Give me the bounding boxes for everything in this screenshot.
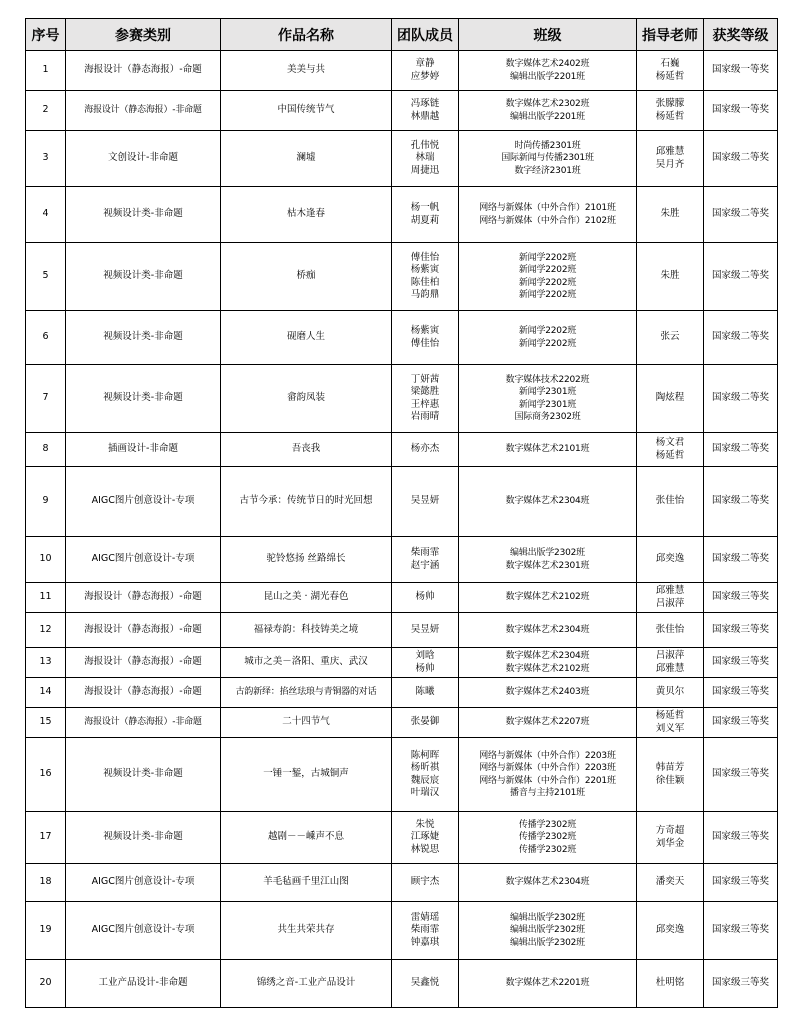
cell-members-line: 杨帅	[415, 662, 435, 674]
cell-no: 13	[26, 648, 66, 678]
cell-class	[459, 738, 637, 812]
cell-class	[459, 648, 637, 678]
table-row	[26, 678, 778, 708]
cell-title: 澜墟	[221, 131, 392, 187]
cell-teacher-line: 刘华金	[655, 837, 685, 849]
table-row	[26, 537, 778, 583]
cell-teacher	[637, 187, 704, 243]
cell-teacher	[637, 864, 704, 902]
cell-no: 1	[26, 51, 66, 91]
cell-teacher-line: 杜明铭	[655, 977, 685, 989]
cell-members-line: 周捷迅	[410, 164, 440, 176]
table-header	[26, 19, 778, 51]
cell-members-line: 林瑞	[415, 152, 435, 164]
header-col-no: 序号	[26, 19, 66, 51]
cell-no: 5	[26, 243, 66, 311]
cell-class-line: 网络与新媒体（中外合作）2203班	[479, 763, 616, 773]
cell-class-line: 数字媒体艺术2207班	[505, 717, 590, 728]
cell-class-line: 新闻学2202班	[518, 265, 577, 275]
header-col-category: 参赛类别	[66, 19, 221, 51]
cell-teacher-line: 邱雅慧	[655, 146, 685, 157]
cell-members	[392, 678, 459, 708]
cell-class-line: 新闻学2202班	[518, 252, 577, 263]
cell-category: 视频设计类-非命题	[66, 243, 221, 311]
cell-members	[392, 864, 459, 902]
cell-members-line: 林鼎越	[410, 110, 440, 122]
cell-class-line: 播音与主持2101班	[510, 788, 585, 798]
cell-teacher	[637, 91, 704, 131]
cell-class-line: 时尚传播2301班	[514, 140, 581, 151]
cell-class-line: 新闻学2202班	[518, 277, 577, 288]
cell-class	[459, 433, 637, 467]
cell-title: 昆山之美 · 湖光春色	[221, 583, 392, 613]
cell-members	[392, 648, 459, 678]
cell-no: 15	[26, 708, 66, 738]
cell-members-line: 刘晗	[415, 650, 435, 661]
cell-title: 中国传统节气	[221, 91, 392, 131]
cell-class-line: 数字媒体艺术2301班	[505, 560, 590, 571]
cell-members-line: 应梦婷	[410, 70, 440, 82]
cell-class-line: 编辑出版学2302班	[510, 548, 585, 558]
table-row	[26, 902, 778, 960]
cell-category: 海报设计（静态海报）-非命题	[66, 91, 221, 131]
cell-members-line: 江琢婕	[410, 831, 440, 843]
cell-teacher-line: 邱雅慧	[655, 585, 685, 596]
cell-class	[459, 812, 637, 864]
cell-title: 砚磨人生	[221, 311, 392, 365]
cell-category: 海报设计（静态海报）-非命题	[66, 708, 221, 738]
cell-class	[459, 365, 637, 433]
cell-teacher-line: 刘义军	[655, 722, 685, 734]
cell-members-line: 丁妍茜	[410, 373, 440, 385]
table-row	[26, 812, 778, 864]
cell-no: 7	[26, 365, 66, 433]
cell-class	[459, 708, 637, 738]
cell-class	[459, 131, 637, 187]
cell-members	[392, 467, 459, 537]
cell-teacher	[637, 708, 704, 738]
cell-class-line: 数字媒体艺术2304班	[505, 624, 590, 635]
cell-class-line: 编辑出版学2302班	[510, 925, 585, 936]
cell-teacher-line: 吴月齐	[655, 158, 685, 170]
cell-members	[392, 537, 459, 583]
cell-title: 古韵新绎：掐丝珐琅与青铜器的对话	[221, 678, 392, 708]
cell-class-line: 数字媒体艺术2304班	[505, 496, 590, 507]
cell-class-line: 数字媒体艺术2403班	[505, 687, 590, 698]
cell-members-line: 陈柯晖	[410, 749, 440, 761]
cell-members	[392, 131, 459, 187]
cell-category: 文创设计-非命题	[66, 131, 221, 187]
cell-members-line: 杨亦杰	[410, 443, 440, 455]
cell-class-line: 编辑出版学2302班	[510, 912, 585, 923]
cell-award: 国家级三等奖	[704, 583, 778, 613]
cell-class-line: 数字媒体艺术2304班	[505, 877, 590, 888]
cell-teacher-line: 吕淑萍	[655, 597, 685, 609]
cell-teacher	[637, 131, 704, 187]
cell-members	[392, 812, 459, 864]
cell-members-line: 胡夏莉	[410, 214, 440, 226]
cell-class-line: 网络与新媒体（中外合作）2101班	[479, 203, 616, 213]
cell-members-line: 陈曦	[415, 686, 435, 698]
cell-class-line: 传播学2302班	[518, 844, 577, 855]
cell-category: AIGC图片创意设计-专项	[66, 537, 221, 583]
cell-members	[392, 433, 459, 467]
cell-category: 海报设计（静态海报）-命题	[66, 648, 221, 678]
cell-members	[392, 51, 459, 91]
table-row	[26, 583, 778, 613]
header-col-award: 获奖等级	[704, 19, 778, 51]
cell-members	[392, 613, 459, 648]
cell-members-line: 杨帅	[415, 591, 435, 603]
cell-teacher-line: 邱奕逸	[655, 924, 685, 936]
cell-category: 海报设计（静态海报）-命题	[66, 678, 221, 708]
cell-title: 枯木逢春	[221, 187, 392, 243]
cell-award: 国家级一等奖	[704, 91, 778, 131]
cell-teacher-line: 朱胜	[660, 208, 680, 220]
cell-award: 国家级二等奖	[704, 537, 778, 583]
cell-members-line: 傅佳怡	[410, 251, 440, 263]
cell-class-line: 传播学2302班	[518, 819, 577, 830]
table-row	[26, 864, 778, 902]
cell-class-line: 新闻学2301班	[518, 399, 577, 410]
cell-members-line: 柴雨霏	[410, 924, 440, 936]
cell-category: 海报设计（静态海报）-命题	[66, 613, 221, 648]
cell-teacher	[637, 738, 704, 812]
cell-members	[392, 708, 459, 738]
cell-teacher-line: 杨延哲	[655, 110, 685, 122]
table-row	[26, 51, 778, 91]
cell-class	[459, 537, 637, 583]
cell-teacher-line: 吕淑萍	[655, 650, 685, 661]
cell-category: 视频设计类-非命题	[66, 812, 221, 864]
cell-no: 3	[26, 131, 66, 187]
table-row	[26, 613, 778, 648]
cell-award: 国家级三等奖	[704, 738, 778, 812]
cell-teacher	[637, 583, 704, 613]
cell-teacher-line: 韩苗芳	[655, 762, 685, 773]
cell-category: 视频设计类-非命题	[66, 365, 221, 433]
cell-category: 海报设计（静态海报）-命题	[66, 583, 221, 613]
cell-title: 古节今承：传统节日的时光回想	[221, 467, 392, 537]
cell-no: 4	[26, 187, 66, 243]
header-col-teacher: 指导老师	[637, 19, 704, 51]
cell-teacher	[637, 648, 704, 678]
cell-members-line: 冯琢链	[410, 98, 440, 109]
cell-title: 畲韵凤装	[221, 365, 392, 433]
cell-members	[392, 738, 459, 812]
header-col-class: 班级	[459, 19, 637, 51]
cell-category: 视频设计类-非命题	[66, 738, 221, 812]
cell-members-line: 傅佳怡	[410, 337, 440, 349]
table-row	[26, 311, 778, 365]
cell-members-line: 钟嘉琪	[410, 936, 440, 948]
cell-members-line: 雷婧瑶	[410, 911, 440, 923]
cell-members-line: 孔伟悦	[410, 139, 440, 151]
table-row	[26, 467, 778, 537]
cell-members-line: 梁懿胜	[410, 386, 440, 397]
cell-class-line: 新闻学2202班	[518, 290, 577, 300]
cell-category: 视频设计类-非命题	[66, 311, 221, 365]
cell-members-line: 陈佳柏	[410, 276, 440, 288]
cell-award: 国家级二等奖	[704, 433, 778, 467]
cell-no: 8	[26, 433, 66, 467]
table-row	[26, 91, 778, 131]
cell-award: 国家级三等奖	[704, 812, 778, 864]
cell-teacher-line: 朱胜	[660, 270, 680, 282]
cell-class-line: 数字媒体艺术2102班	[505, 663, 590, 674]
cell-class-line: 数字媒体技术2202班	[505, 374, 590, 385]
cell-class	[459, 613, 637, 648]
cell-award: 国家级二等奖	[704, 243, 778, 311]
cell-members	[392, 902, 459, 960]
cell-members-line: 顾宇杰	[410, 876, 440, 888]
cell-class-line: 网络与新媒体（中外合作）2201班	[479, 775, 616, 786]
cell-no: 6	[26, 311, 66, 365]
cell-members-line: 马韵鼎	[410, 289, 440, 300]
cell-class-line: 数字媒体艺术2102班	[505, 592, 590, 603]
cell-award: 国家级二等奖	[704, 365, 778, 433]
cell-no: 16	[26, 738, 66, 812]
cell-teacher	[637, 812, 704, 864]
cell-members-line: 叶瑞汉	[410, 787, 440, 798]
cell-teacher-line: 张云	[660, 331, 680, 343]
cell-class	[459, 91, 637, 131]
cell-class-line: 网络与新媒体（中外合作）2102班	[479, 215, 616, 226]
cell-award: 国家级三等奖	[704, 678, 778, 708]
cell-members-line: 赵宇涵	[410, 559, 440, 571]
table-row	[26, 648, 778, 678]
cell-members	[392, 187, 459, 243]
cell-no: 14	[26, 678, 66, 708]
cell-class	[459, 51, 637, 91]
cell-members	[392, 243, 459, 311]
cell-members-line: 岩雨晴	[410, 411, 440, 422]
cell-title: 驼铃悠扬 丝路绵长	[221, 537, 392, 583]
cell-award: 国家级三等奖	[704, 648, 778, 678]
header-row	[26, 19, 778, 51]
cell-teacher-line: 黄贝尔	[655, 686, 685, 698]
cell-teacher-line: 石巍	[660, 58, 680, 69]
cell-teacher-line: 邱雅慧	[655, 662, 685, 674]
cell-title: 越剧－－嵊声不息	[221, 812, 392, 864]
cell-category: 插画设计-非命题	[66, 433, 221, 467]
cell-no: 12	[26, 613, 66, 648]
cell-award: 国家级三等奖	[704, 902, 778, 960]
cell-no: 18	[26, 864, 66, 902]
cell-teacher-line: 张佳怡	[655, 623, 685, 635]
table-row	[26, 433, 778, 467]
header-col-members: 团队成员	[392, 19, 459, 51]
table-row	[26, 365, 778, 433]
cell-members	[392, 583, 459, 613]
cell-teacher	[637, 311, 704, 365]
cell-class-line: 编辑出版学2302班	[510, 937, 585, 948]
table-body	[26, 51, 778, 1008]
cell-class-line: 网络与新媒体（中外合作）2203班	[479, 750, 616, 761]
cell-teacher	[637, 537, 704, 583]
cell-members-line: 张晏御	[410, 716, 440, 728]
cell-award: 国家级二等奖	[704, 467, 778, 537]
cell-members-line: 朱悦	[415, 818, 435, 830]
cell-members	[392, 311, 459, 365]
cell-category: AIGC图片创意设计-专项	[66, 902, 221, 960]
table-row	[26, 187, 778, 243]
cell-members-line: 柴雨霏	[410, 547, 440, 558]
table-row	[26, 243, 778, 311]
cell-teacher	[637, 51, 704, 91]
cell-members-line: 林锐思	[410, 843, 440, 855]
cell-members-line: 吴鑫悦	[410, 977, 440, 989]
cell-members-line: 杨一帆	[410, 202, 440, 213]
cell-class-line: 传播学2302班	[518, 832, 577, 843]
cell-class	[459, 960, 637, 1008]
cell-members	[392, 91, 459, 131]
cell-category: 视频设计类-非命题	[66, 187, 221, 243]
cell-award: 国家级三等奖	[704, 864, 778, 902]
cell-members	[392, 960, 459, 1008]
cell-class	[459, 467, 637, 537]
table-row	[26, 131, 778, 187]
award-table	[25, 18, 778, 1008]
cell-title: 美美与共	[221, 51, 392, 91]
cell-award: 国家级一等奖	[704, 51, 778, 91]
cell-teacher-line: 方奇超	[655, 825, 685, 836]
table-row	[26, 738, 778, 812]
cell-class-line: 数字经济2301班	[514, 165, 581, 176]
cell-category: 海报设计（静态海报）-命题	[66, 51, 221, 91]
cell-title: 桥痂	[221, 243, 392, 311]
cell-no: 20	[26, 960, 66, 1008]
cell-no: 10	[26, 537, 66, 583]
cell-teacher	[637, 902, 704, 960]
cell-title: 城市之美－洛阳、重庆、武汉	[221, 648, 392, 678]
cell-title: 一锤一錾，古城铜声	[221, 738, 392, 812]
cell-class-line: 新闻学2202班	[518, 338, 577, 349]
cell-members-line: 章静	[415, 58, 435, 69]
cell-class-line: 数字媒体艺术2101班	[505, 444, 590, 455]
cell-teacher-line: 杨延哲	[655, 70, 685, 82]
cell-teacher	[637, 678, 704, 708]
cell-class	[459, 243, 637, 311]
cell-award: 国家级三等奖	[704, 708, 778, 738]
cell-class	[459, 583, 637, 613]
cell-teacher-line: 邱奕逸	[655, 553, 685, 565]
cell-class-line: 编辑出版学2201班	[510, 111, 585, 122]
cell-class-line: 编辑出版学2201班	[510, 71, 585, 82]
cell-class	[459, 311, 637, 365]
cell-teacher-line: 张朦朦	[655, 98, 685, 109]
cell-title: 锦绣之音-工业产品设计	[221, 960, 392, 1008]
cell-members-line: 吴昱妍	[410, 495, 440, 507]
cell-class-line: 新闻学2301班	[518, 387, 577, 397]
cell-teacher	[637, 960, 704, 1008]
table-row	[26, 708, 778, 738]
cell-category: AIGC图片创意设计-专项	[66, 467, 221, 537]
cell-members-line: 魏辰宸	[410, 774, 440, 786]
cell-class	[459, 678, 637, 708]
cell-class-line: 数字媒体艺术2201班	[505, 978, 590, 989]
cell-class	[459, 864, 637, 902]
cell-award: 国家级二等奖	[704, 187, 778, 243]
cell-award: 国家级二等奖	[704, 311, 778, 365]
cell-title: 福禄寿韵：科技铸美之境	[221, 613, 392, 648]
cell-teacher-line: 潘奕天	[655, 876, 685, 888]
cell-members	[392, 365, 459, 433]
cell-no: 9	[26, 467, 66, 537]
cell-teacher-line: 杨文君	[655, 437, 685, 448]
cell-class-line: 数字媒体艺术2402班	[505, 59, 590, 69]
cell-no: 17	[26, 812, 66, 864]
cell-no: 11	[26, 583, 66, 613]
cell-title: 共生共荣共存	[221, 902, 392, 960]
cell-title: 羊毛毡画千里江山图	[221, 864, 392, 902]
cell-category: 工业产品设计-非命题	[66, 960, 221, 1008]
cell-award: 国家级三等奖	[704, 613, 778, 648]
cell-title: 吾丧我	[221, 433, 392, 467]
cell-class-line: 数字媒体艺术2304班	[505, 651, 590, 661]
cell-class-line: 国际新闻与传播2301班	[501, 153, 594, 164]
header-col-title: 作品名称	[221, 19, 392, 51]
cell-teacher-line: 杨延哲	[655, 710, 685, 721]
cell-members-line: 杨紫寅	[410, 264, 440, 275]
cell-teacher-line: 陶炫程	[655, 392, 685, 404]
cell-class-line: 国际商务2302班	[514, 412, 581, 422]
cell-teacher	[637, 243, 704, 311]
cell-teacher-line: 徐佳颖	[655, 774, 685, 786]
cell-no: 19	[26, 902, 66, 960]
cell-teacher-line: 杨延哲	[655, 449, 685, 461]
cell-members-line: 王梓惠	[410, 398, 440, 410]
cell-teacher	[637, 365, 704, 433]
cell-category: AIGC图片创意设计-专项	[66, 864, 221, 902]
cell-award: 国家级二等奖	[704, 131, 778, 187]
cell-teacher	[637, 613, 704, 648]
table-row	[26, 960, 778, 1008]
cell-class	[459, 187, 637, 243]
cell-members-line: 杨昕祺	[410, 762, 440, 773]
cell-teacher	[637, 433, 704, 467]
cell-award: 国家级三等奖	[704, 960, 778, 1008]
cell-class	[459, 902, 637, 960]
cell-teacher-line: 张佳怡	[655, 495, 685, 507]
cell-members-line: 杨紫寅	[410, 325, 440, 336]
cell-no: 2	[26, 91, 66, 131]
cell-class-line: 数字媒体艺术2302班	[505, 99, 590, 109]
cell-class-line: 新闻学2202班	[518, 326, 577, 336]
cell-teacher	[637, 467, 704, 537]
cell-title: 二十四节气	[221, 708, 392, 738]
cell-members-line: 吴昱妍	[410, 623, 440, 635]
